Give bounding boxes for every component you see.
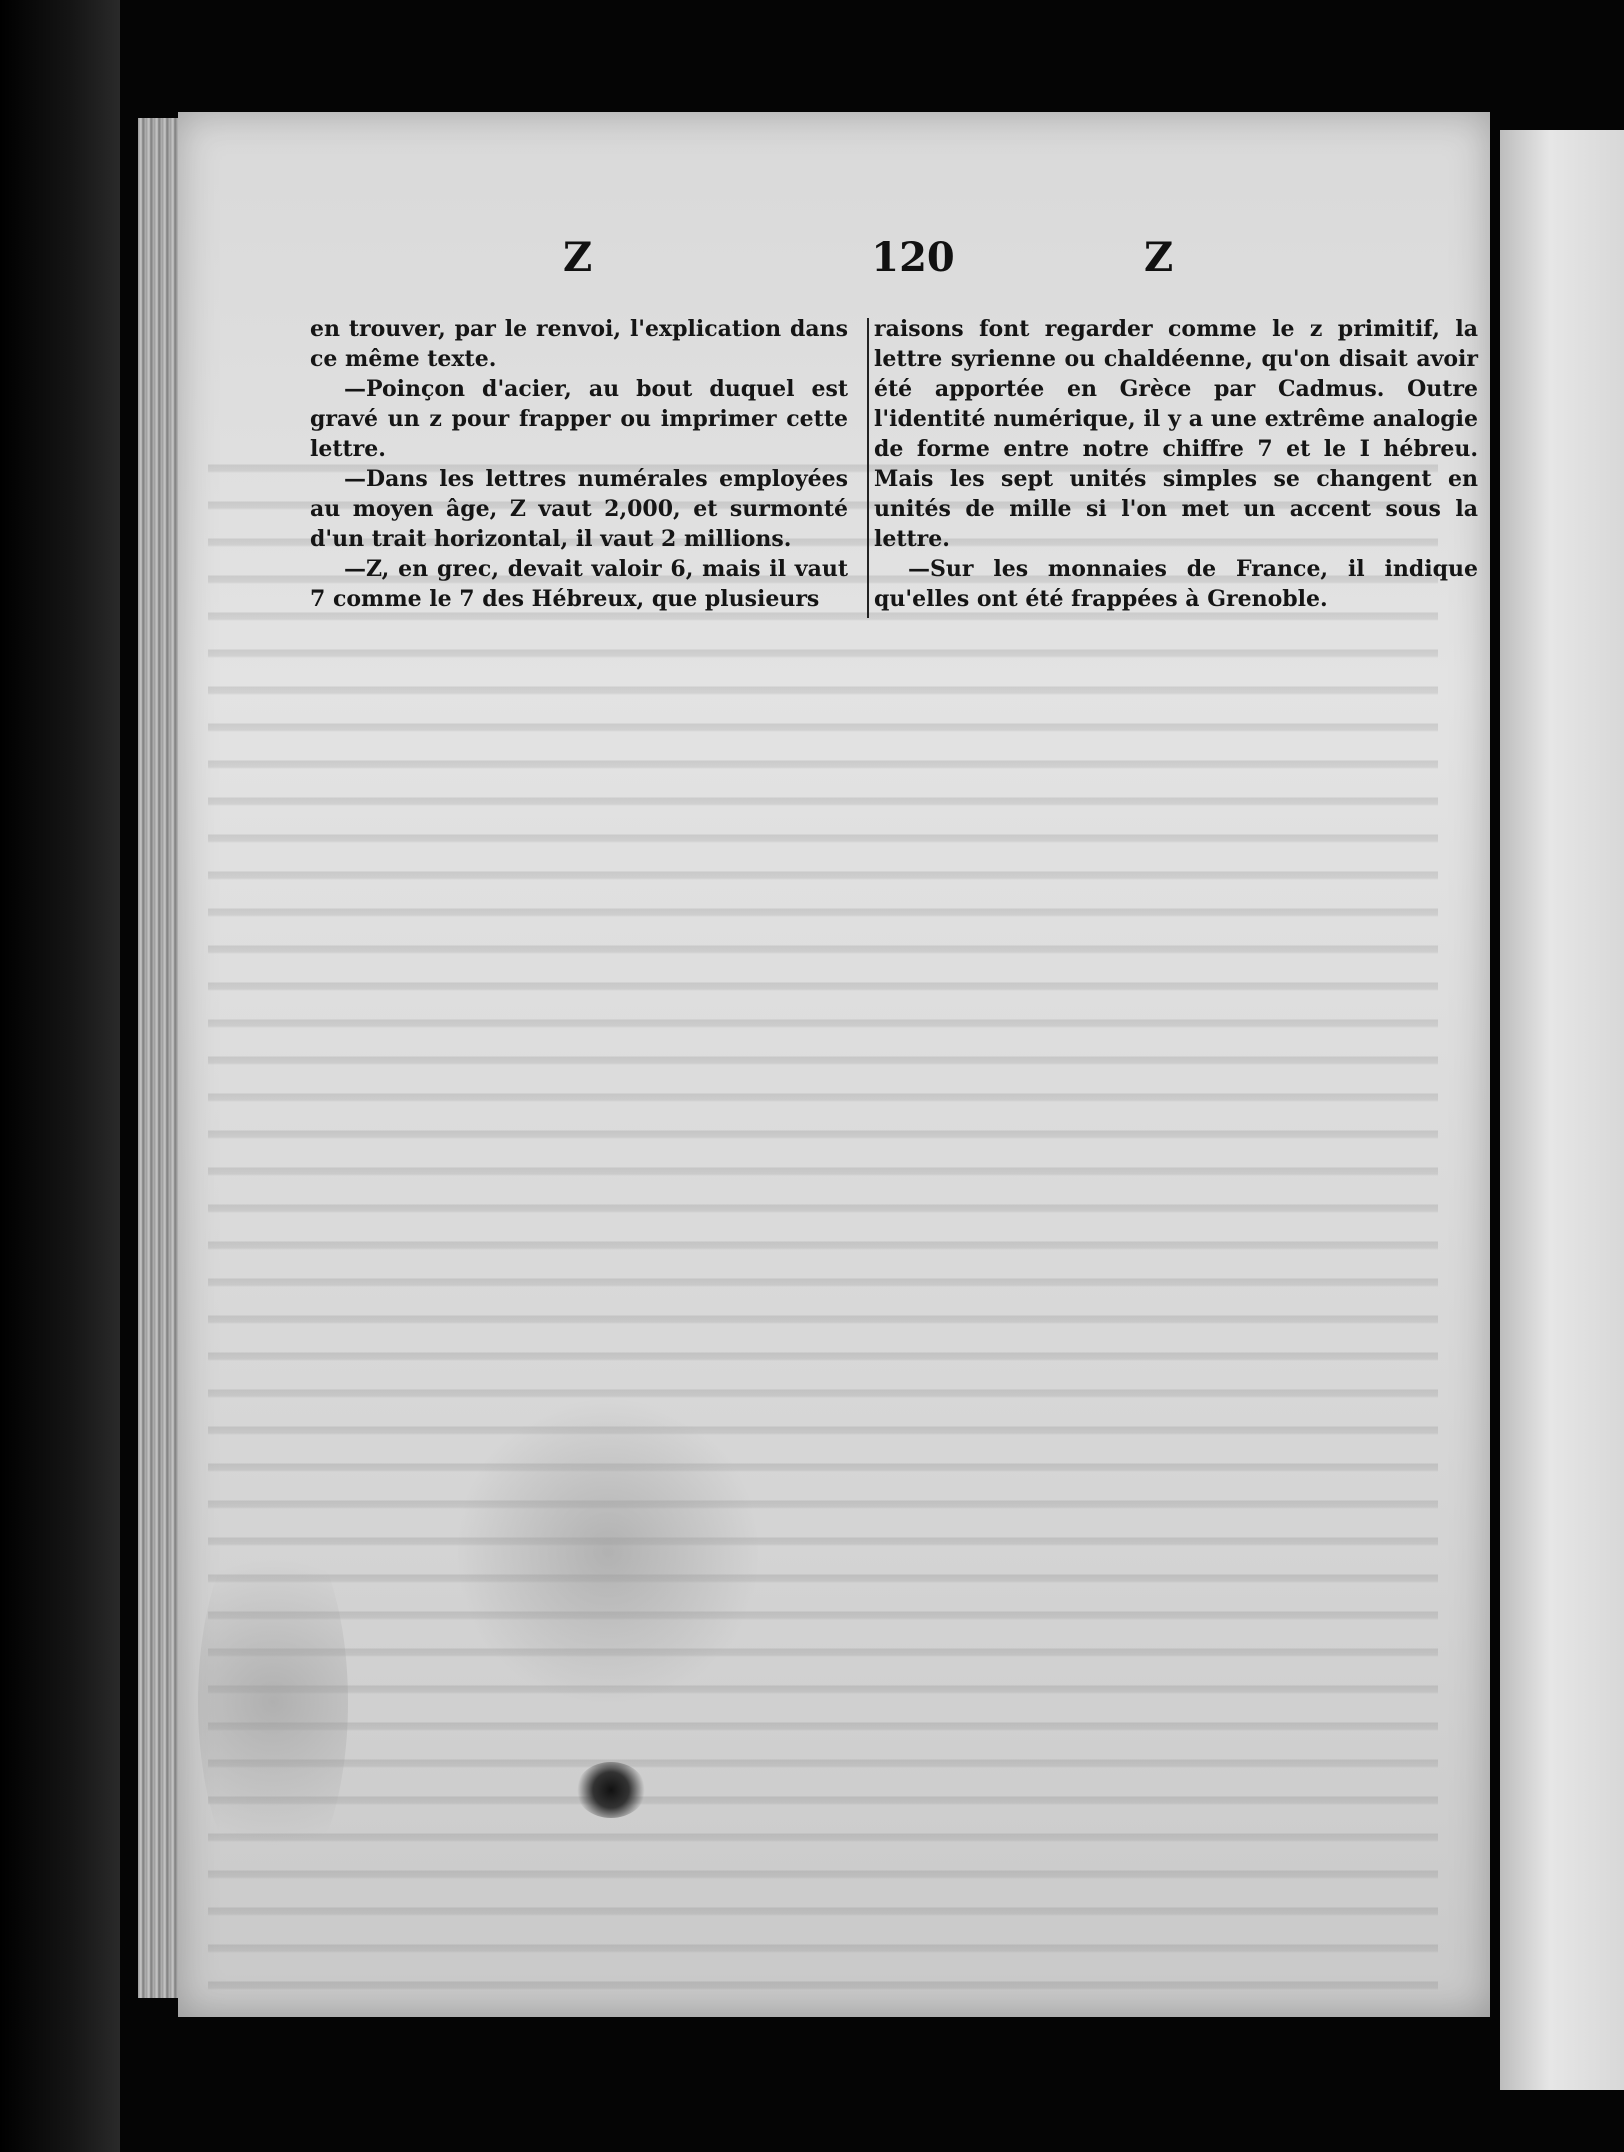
paragraph: —Poinçon d'acier, au bout duquel est gravé un z pour frapper ou imprimer cette lettre. bbox=[310, 376, 848, 462]
paragraph: —Dans les lettres numérales employées au moyen âge, Z vaut 2,000, et surmonté d'un trait horizontal, il vaut 2 millions. bbox=[310, 466, 848, 552]
header-letter-left: Z bbox=[563, 234, 593, 281]
page-header bbox=[178, 234, 1490, 304]
header-letter-right: Z bbox=[1144, 234, 1174, 281]
paragraph: en trouver, par le renvoi, l'explication dans ce même texte. bbox=[310, 316, 848, 372]
paragraph: —Sur les monnaies de France, il indique qu'elles ont été frappées à Grenoble. bbox=[874, 556, 1478, 612]
facing-page-edge bbox=[1500, 130, 1624, 2090]
column-divider bbox=[867, 318, 869, 618]
page-number: 120 bbox=[871, 234, 955, 281]
film-edge bbox=[0, 0, 120, 2152]
water-stain-edge bbox=[198, 1512, 348, 1892]
right-column bbox=[874, 314, 1478, 614]
water-stain bbox=[458, 1392, 758, 1712]
book-page bbox=[178, 112, 1490, 2017]
bleed-through-texture bbox=[208, 442, 1438, 2002]
ink-spot bbox=[576, 1762, 646, 1818]
left-column bbox=[310, 314, 848, 614]
paragraph: raisons font regarder comme le z primitif, la lettre syrienne ou chaldéenne, qu'on disait avoir été apportée en Grèce par Cadmus. Outre l'identité numérique, il y a une extrême analogie de forme entre notre chiffre 7 et le I hébreu. Mais les sept unités simples se changent en unités de mille si l'on met un accent sous la lettre. bbox=[874, 316, 1478, 552]
paragraph: —Z, en grec, devait valoir 6, mais il vaut 7 comme le 7 des Hébreux, que plusieurs bbox=[310, 556, 848, 612]
